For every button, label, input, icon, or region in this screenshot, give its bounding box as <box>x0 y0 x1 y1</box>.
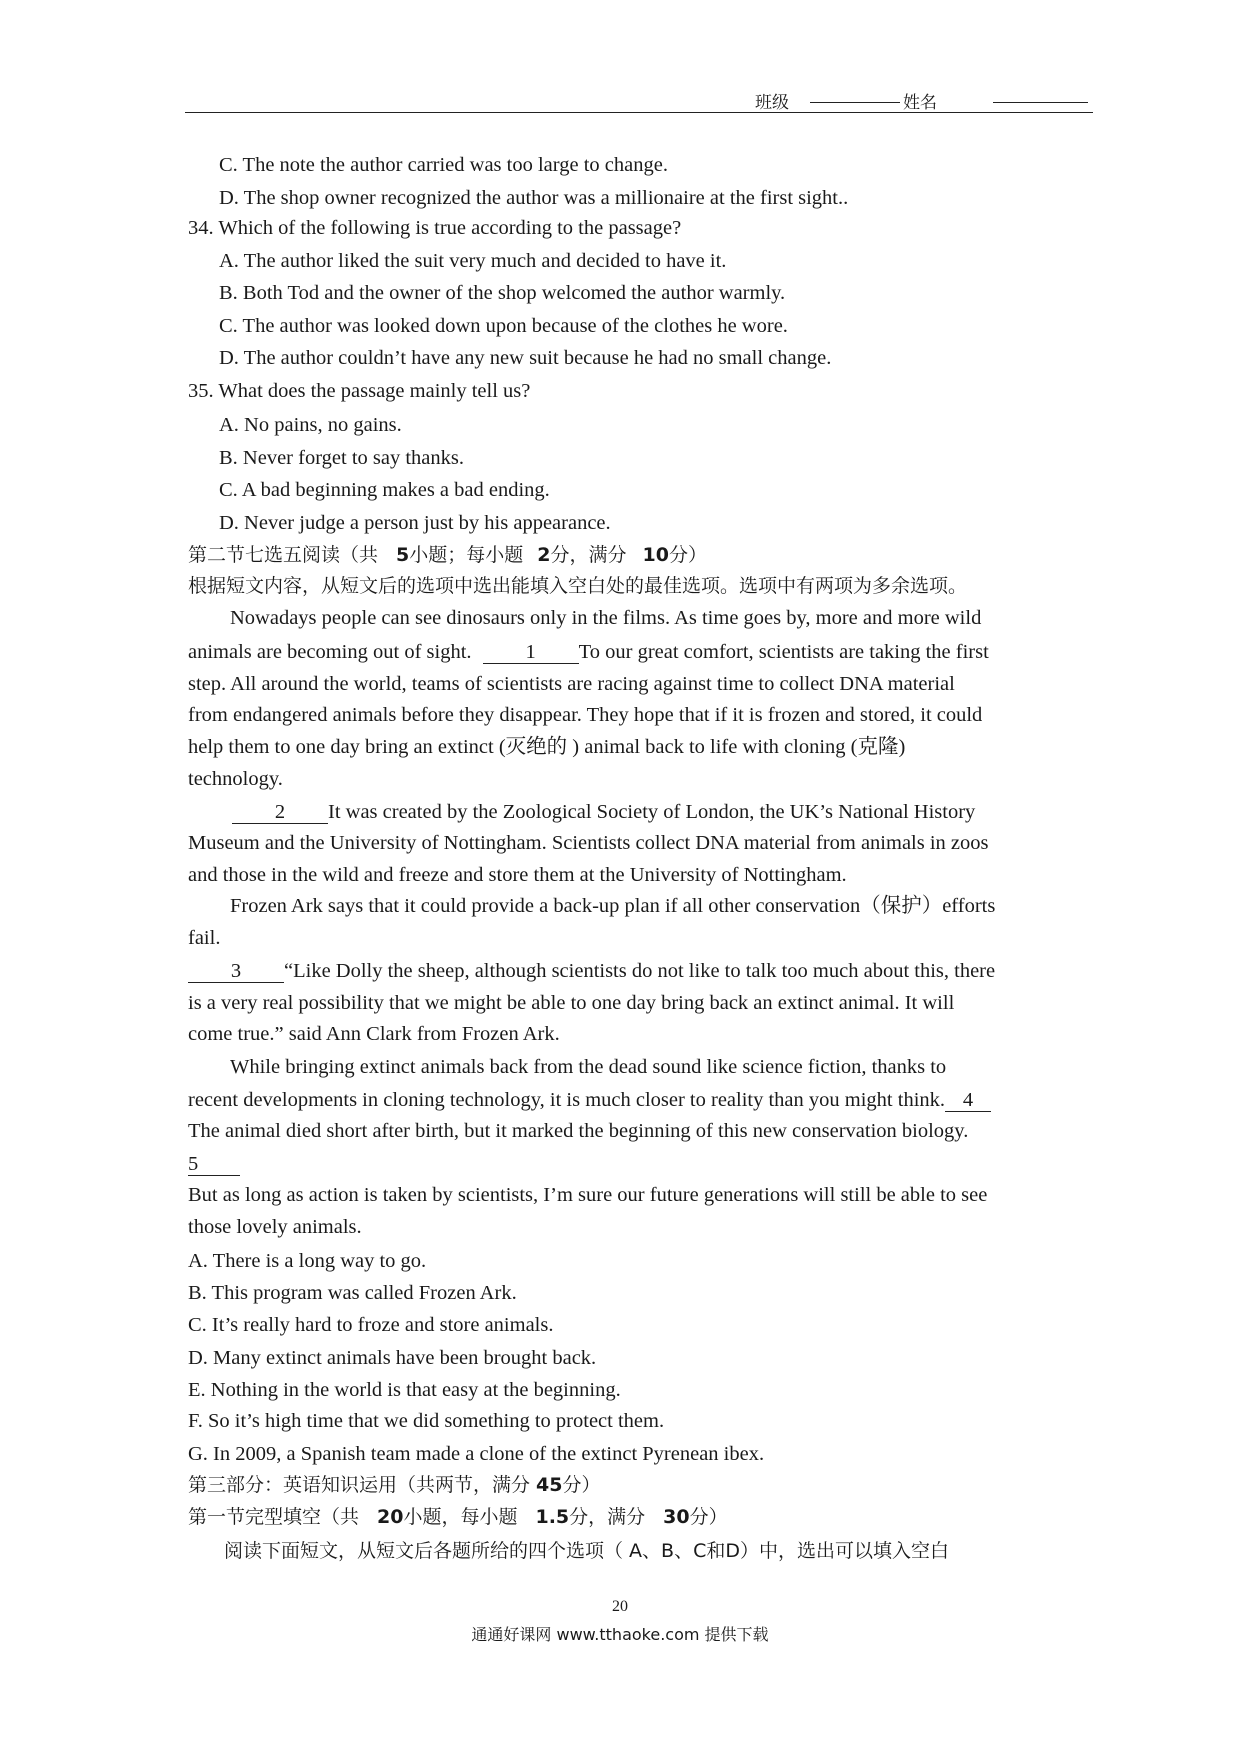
passage-line: Frozen Ark says that it could provide a back-up plan if all other conservation（保护）efforts <box>230 895 996 917</box>
passage-line: 2 It was created by the Zoological Society of London, the UK’s National History <box>188 798 975 826</box>
passage-line: 3 “Like Dolly the sheep, although scientists do not like to talk too much about this, there <box>188 957 995 985</box>
part3-title: 第三部分：英语知识运用（共两节，满分 45分） <box>188 1474 601 1496</box>
passage-line: is a very real possibility that we might be able to one day bring back an extinct animal. It will <box>188 992 955 1014</box>
passage-line: from endangered animals before they disappear. They hope that if it is frozen and stored, it could <box>188 704 983 726</box>
q34-option-b: B. Both Tod and the owner of the shop welcomed the author warmly. <box>219 282 786 304</box>
choice-g: G. In 2009, a Spanish team made a clone of the extinct Pyrenean ibex. <box>188 1443 765 1465</box>
blank-1[interactable]: 1 <box>483 641 579 664</box>
class-label: 班级 <box>755 93 789 113</box>
passage-line: animals are becoming out of sight. 1 To our great comfort, scientists are taking the first <box>188 641 989 663</box>
passage-line: While bringing extinct animals back from the dead sound like science fiction, thanks to <box>230 1056 947 1078</box>
blank-3[interactable]: 3 <box>188 960 284 983</box>
section2-instruction: 根据短文内容，从短文后的选项中选出能填入空白处的最佳选项。选项中有两项为多余选项。 <box>188 575 968 597</box>
passage-line: help them to one day bring an extinct (灭绝的 ) animal back to life with cloning (克隆) <box>188 736 906 758</box>
q34-stem: 34. Which of the following is true according to the passage? <box>188 217 682 239</box>
q34-option-c: C. The author was looked down upon because of the clothes he wore. <box>219 315 788 337</box>
passage-line: fail. <box>188 927 221 949</box>
passage-line: those lovely animals. <box>188 1216 362 1238</box>
blank-4[interactable]: 4 <box>945 1089 991 1112</box>
passage-line <box>188 1150 240 1178</box>
choice-a: A. There is a long way to go. <box>188 1250 427 1272</box>
q35-option-d: D. Never judge a person just by his appearance. <box>219 512 611 534</box>
passage-line: The animal died short after birth, but it marked the beginning of this new conservation biology. <box>188 1120 969 1142</box>
q35-option-a: A. No pains, no gains. <box>219 414 402 436</box>
passage-line: recent developments in cloning technology, it is much closer to reality than you might think. 4 <box>188 1086 991 1114</box>
class-blank <box>810 102 900 103</box>
q35-option-b: B. Never forget to say thanks. <box>219 447 464 469</box>
passage-line: technology. <box>188 768 283 790</box>
blank-2[interactable]: 2 <box>232 801 328 824</box>
choice-e: E. Nothing in the world is that easy at the beginning. <box>188 1379 621 1401</box>
q34-option-a: A. The author liked the suit very much and decided to have it. <box>219 250 727 272</box>
q33-option-d: D. The shop owner recognized the author was a millionaire at the first sight.. <box>219 187 849 209</box>
page-number: 20 <box>612 1598 628 1615</box>
passage-line: step. All around the world, teams of scientists are racing against time to collect DNA material <box>188 673 955 695</box>
choice-d: D. Many extinct animals have been brought back. <box>188 1347 597 1369</box>
passage-line: Nowadays people can see dinosaurs only in the films. As time goes by, more and more wild <box>230 607 982 629</box>
passage-line: But as long as action is taken by scientists, I’m sure our future generations will still be able to see <box>188 1184 988 1206</box>
section2-title: 第二节七选五阅读（共 5小题；每小题 2分，满分 10分） <box>188 544 707 566</box>
passage-line: Museum and the University of Nottingham. Scientists collect DNA material from animals in zoos <box>188 832 989 854</box>
q35-stem: 35. What does the passage mainly tell us? <box>188 380 531 402</box>
q35-option-c: C. A bad beginning makes a bad ending. <box>219 479 550 501</box>
passage-line: and those in the wild and freeze and store them at the University of Nottingham. <box>188 864 847 886</box>
choice-b: B. This program was called Frozen Ark. <box>188 1282 517 1304</box>
part3-section1-title: 第一节完型填空（共 20小题，每小题 1.5分，满分 30分） <box>188 1506 728 1528</box>
q34-option-d: D. The author couldn’t have any new suit because he had no small change. <box>219 347 832 369</box>
name-blank <box>993 102 1088 103</box>
part3-instruction: 阅读下面短文，从短文后各题所给的四个选项（ A、B、C和D）中，选出可以填入空白 <box>224 1540 949 1562</box>
blank-5[interactable]: 5 <box>188 1153 240 1176</box>
passage-line: come true.” said Ann Clark from Frozen Ark. <box>188 1023 560 1045</box>
name-label: 姓名 <box>903 93 937 113</box>
q33-option-c: C. The note the author carried was too large to change. <box>219 154 668 176</box>
choice-f: F. So it’s high time that we did something to protect them. <box>188 1410 665 1432</box>
download-source: 通通好课网 www.tthaoke.com 提供下载 <box>471 1625 769 1644</box>
page-header <box>185 86 1093 113</box>
choice-c: C. It’s really hard to froze and store animals. <box>188 1314 554 1336</box>
